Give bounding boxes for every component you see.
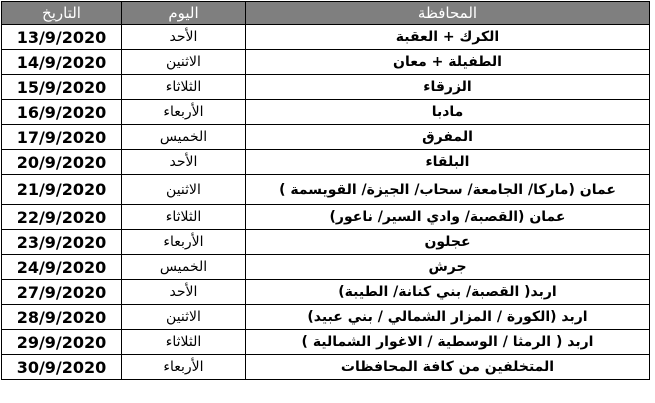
governorate-cell: اربد (الكورة / المزار الشمالي / بني عبيد) [246,305,650,330]
governorate-cell: الطفيلة + معان [246,50,650,75]
governorate-cell: المفرق [246,125,650,150]
day-cell: الخميس [122,125,246,150]
governorate-cell: المتخلفين من كافة المحافظات [246,355,650,380]
governorate-cell: مادبا [246,100,650,125]
date-cell: 17/9/2020 [2,125,122,150]
table-row [2,125,650,150]
day-cell: الأحد [122,280,246,305]
day-cell: الثلاثاء [122,75,246,100]
day-cell: الثلاثاء [122,205,246,230]
governorate-cell: اربد( القصبة/ بني كنانة/ الطيبة) [246,280,650,305]
governorate-cell: عجلون [246,230,650,255]
day-cell: الأربعاء [122,355,246,380]
governorate-cell: عمان (ماركا/ الجامعة/ سحاب/ الجيزة/ القويسمة ) [246,175,650,205]
table-row [2,355,650,380]
date-cell: 28/9/2020 [2,305,122,330]
governorate-cell: الزرقاء [246,75,650,100]
date-cell: 21/9/2020 [2,175,122,205]
table-row [2,50,650,75]
date-cell: 15/9/2020 [2,75,122,100]
header-date: التاريخ [2,2,122,25]
day-cell: الأحد [122,150,246,175]
header-day: اليوم [122,2,246,25]
governorate-cell: جرش [246,255,650,280]
governorate-cell: الكرك + العقبة [246,25,650,50]
schedule-table [1,1,650,380]
day-cell: الأحد [122,25,246,50]
governorate-cell: البلقاء [246,150,650,175]
date-cell: 14/9/2020 [2,50,122,75]
day-cell: الثلاثاء [122,330,246,355]
day-cell: الاثنين [122,175,246,205]
table-row [2,230,650,255]
table-row [2,175,650,205]
table-row [2,255,650,280]
date-cell: 29/9/2020 [2,330,122,355]
table-row [2,150,650,175]
table-row [2,205,650,230]
table-row [2,305,650,330]
date-cell: 22/9/2020 [2,205,122,230]
table-row [2,25,650,50]
header-governorate: المحافظة [246,2,650,25]
day-cell: الخميس [122,255,246,280]
date-cell: 20/9/2020 [2,150,122,175]
governorate-cell: اربد ( الرمثا / الوسطية / الاغوار الشمالية ) [246,330,650,355]
date-cell: 24/9/2020 [2,255,122,280]
date-cell: 23/9/2020 [2,230,122,255]
table-row [2,75,650,100]
table-row [2,280,650,305]
date-cell: 30/9/2020 [2,355,122,380]
date-cell: 13/9/2020 [2,25,122,50]
table-row [2,100,650,125]
day-cell: الأربعاء [122,100,246,125]
header-row [2,2,650,25]
date-cell: 27/9/2020 [2,280,122,305]
day-cell: الاثنين [122,305,246,330]
date-cell: 16/9/2020 [2,100,122,125]
day-cell: الاثنين [122,50,246,75]
governorate-cell: عمان (القصبة/ وادي السير/ ناعور) [246,205,650,230]
table-row [2,330,650,355]
day-cell: الأربعاء [122,230,246,255]
